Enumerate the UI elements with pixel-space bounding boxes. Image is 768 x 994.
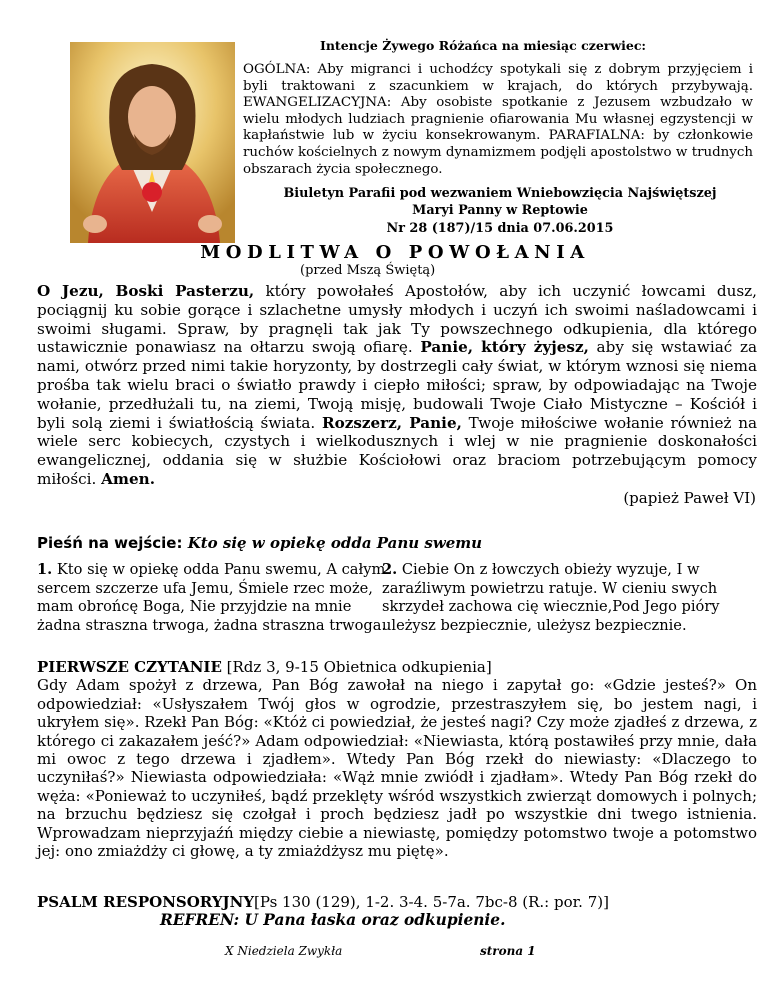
sacred-heart-image: [70, 42, 235, 243]
prayer-subtitle: (przed Mszą Świętą): [300, 263, 436, 278]
psalm-refrain: REFREN: U Pana łaska oraz odkupienie.: [160, 911, 506, 929]
prayer-invocation-3: Rozszerz, Panie,: [321, 413, 462, 432]
intentions-body: OGÓLNA: Aby migranci i uchodźcy spotykali się z dobrym przyjęciem i byli traktowani z szacunkiem w krajach, do których przybywają. EWANGELIZACYJNA: Aby osobiste spotkanie z Jezusem wzbudzało w wielu młodych ludziach pragnienie ofiarowania Mu własnej egzystencji w kapłaństwie lub w życiu konsekrowanym. PARAFIALNA: by członkowie ruchów kościelnych z nowym dynamizmem podjęli apostolstwo w trudnych obszarach życia społecznego.: [243, 62, 753, 177]
hymn-title: Kto się w opiekę odda Panu swemu: [187, 534, 483, 552]
reading-label: PIERWSZE CZYTANIE: [37, 658, 222, 676]
bulletin-line-1: Biuletyn Parafii pod wezwaniem Wniebowzięcia Najświętszej: [283, 186, 717, 201]
prayer-text-1: który powołałeś Apostołów, aby ich uczynić łowcami dusz, pociągnij ku sobie gorące i szlachetne umysły młodych i uczyń ich swoimi naśladowcami i swoimi sługami. Spraw, by pragnęli tak jak Ty powszechnego odkupienia, dla którego ustawicznie ponawiasz na ołtarzu swoją ofiarę.: [37, 282, 757, 357]
prayer-text-2: aby się wstawiać za nami, otwórz przed nimi takie horyzonty, by dostrzegli cały świat, w którym wznosi się niema prośba tak wielu braci o światło prawdy i ciepło miłości; spraw, by odpowiadając na Twoje wołanie, przedłużali tu, na ziemi, Twoją misję, budowali Twoje Ciało Mistyczne – Kościół i byli solą ziemi i światłością świata.: [37, 338, 758, 432]
footer-sunday: X Niedziela Zwykła: [225, 944, 343, 958]
verse-number-1: 1.: [37, 561, 53, 578]
prayer-amen: Amen.: [101, 469, 155, 488]
prayer-invocation-1: O Jezu, Boski Pasterzu,: [37, 282, 255, 300]
intentions-title: Intencje Żywego Różańca na miesiąc czerwiec:: [320, 38, 647, 53]
hymn-verse-2: [382, 561, 760, 635]
first-reading: [37, 658, 757, 860]
psalm-label: PSALM RESPONSORYJNY: [37, 893, 255, 911]
hymn-label: Pieśń na wejście:: [37, 534, 183, 552]
reading-reference: [Rdz 3, 9-15 Obietnica odkupienia]: [221, 658, 492, 676]
reading-text: Gdy Adam spożył z drzewa, Pan Bóg zawołał na niego i zapytał go: «Gdzie jesteś?» On odpowiedział: «Usłyszałem Twój głos w ogrodzie, przestraszyłem się, bo jestem nagi, i ukryłem się». Rzekł Pan Bóg: «Któż ci powiedział, że jesteś nagi? Czy może zjadłeś z drzewa, z którego ci zakazałem jeść?» Adam odpowiedział: «Niewiasta, którą postawiłeś przy mnie, dała mi owoc z tego drzewa i zjadłem». Wtedy Pan Bóg rzekł do niewiasty: «Dlaczego to uczyniłaś?» Niewiasta odpowiedziała: «Wąż mnie zwiódł i zjadłam». Wtedy Pan Bóg rzekł do węża: «Ponieważ to uczyniłeś, bądź przeklęty wśród wszystkich zwierząt domowych i polnych; na brzuchu będziesz się czołgał i proch będziesz jadł po wszystkie dni twego istnienia. Wprowadzam nieprzyjaźń między ciebie a niewiastę, pomiędzy potomstwo twoje a potomstwo jej: ono zmiażdży ci głowę, a ty zmiażdżysz mu piętę».: [37, 676, 757, 861]
psalm-reference: [Ps 130 (129), 1-2. 3-4. 5-7a. 7bc-8 (R.: por. 7)]: [254, 893, 609, 911]
prayer-invocation-2: Panie, który żyjesz,: [420, 338, 589, 357]
prayer-text-3: Twoje miłościwe wołanie również na wiele serc kobiecych, czystych i wielkodusznych i wlej w nie pragnienie doskonałości ewangelicznej, oddania się w służbie Kościołowi oraz braciom potrzebującym pomocy miłości.: [37, 413, 758, 488]
verse-text-2: Ciebie On z łowczych obieży wyzuje, I w zaraźliwym powietrzu ratuje. W cieniu swych skrzydeł zachowa cię wiecznie,Pod Jego pióry uleżysz bezpiecznie, uleżysz bezpiecznie.: [382, 561, 720, 634]
bulletin-header: [240, 185, 760, 219]
verse-number-2: 2.: [382, 561, 398, 578]
prayer-title: MODLITWA O POWOŁANIA: [200, 242, 590, 263]
verse-text-1: Kto się w opiekę odda Panu swemu, A całym sercem szczerze ufa Jemu, Śmiele rzec może, mam obrońcę Boga, Nie przyjdzie na mnie żadna straszna trwoga, żadna straszna trwoga.: [37, 561, 387, 634]
issue-number: Nr 28 (187)/15 dnia 07.06.2015: [386, 221, 614, 236]
hymn-heading: [37, 534, 482, 552]
prayer-author: (papież Paweł VI): [623, 489, 756, 507]
prayer-body: [37, 282, 757, 489]
footer-page-number: strona 1: [480, 944, 536, 958]
bulletin-line-2: Maryi Panny w Reptowie: [412, 203, 588, 218]
psalm-heading: [37, 893, 757, 911]
hymn-verse-1: [37, 561, 397, 635]
